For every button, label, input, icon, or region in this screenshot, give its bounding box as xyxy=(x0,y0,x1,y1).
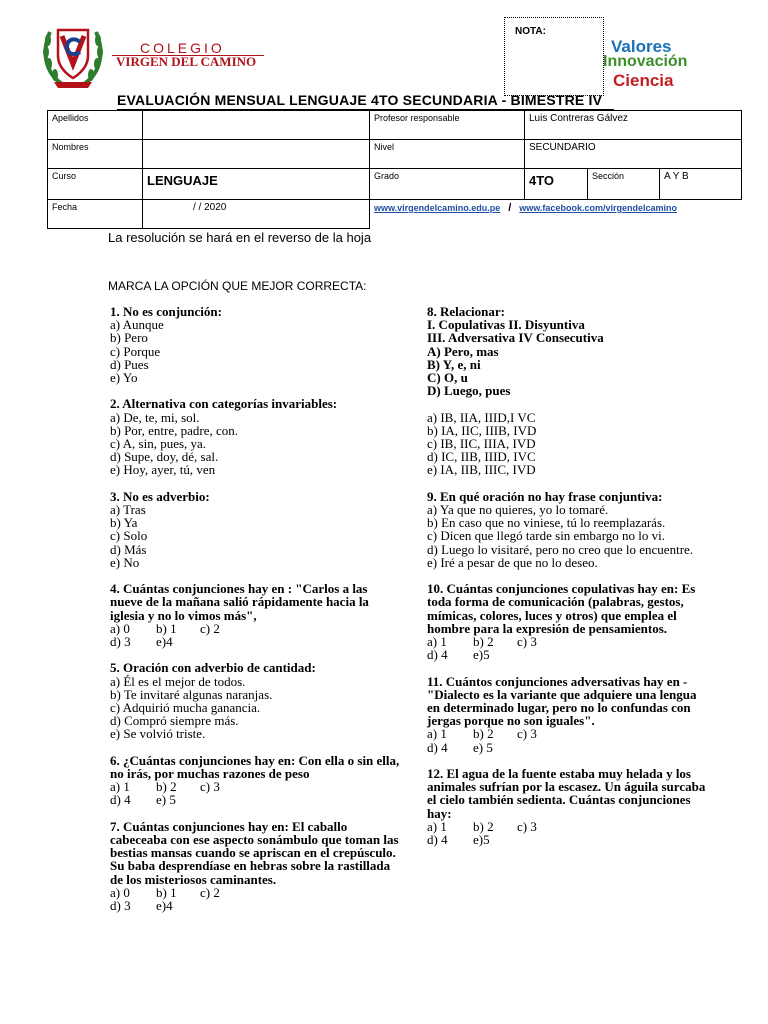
matching-line: I. Copulativas II. Disyuntiva xyxy=(427,317,585,333)
answer-option[interactable]: b) 1 xyxy=(156,884,177,900)
motto-innovation: Innovación xyxy=(603,53,688,70)
instruction-heading: MARCA LA OPCIÓN QUE MEJOR CORRECTA: xyxy=(108,279,367,293)
motto-values: Valores xyxy=(611,37,672,56)
grade-box[interactable] xyxy=(504,17,604,96)
answer-row xyxy=(427,635,712,648)
question-6 xyxy=(110,754,400,807)
question-stem: 9. En qué oración no hay frase conjuntiva: xyxy=(427,488,663,504)
answer-option[interactable]: b) 1 xyxy=(156,620,177,636)
fecha-label: Fecha xyxy=(48,200,143,229)
answer-row xyxy=(110,780,400,793)
answer-option[interactable]: a) De, te, mi, sol. xyxy=(110,409,200,425)
answer-option[interactable]: e)4 xyxy=(156,634,173,650)
school-name: VIRGEN DEL CAMINO xyxy=(116,54,257,69)
matching-line: A) Pero, mas xyxy=(427,343,499,359)
answer-option[interactable]: a) Aunque xyxy=(110,317,164,333)
answer-option[interactable]: b) Pero xyxy=(110,330,148,346)
answer-row xyxy=(427,648,712,661)
answer-option[interactable]: d) Pues xyxy=(110,356,149,372)
question-stem: 6. ¿Cuántas conjunciones hay en: Con ella o sin ella, no irás, por muchas razones de peso xyxy=(110,752,400,782)
answer-option[interactable]: a) 1 xyxy=(427,634,447,650)
answer-row xyxy=(427,741,712,754)
answer-option[interactable]: c) Solo xyxy=(110,528,148,544)
grade-label: NOTA: xyxy=(515,26,546,37)
answer-option[interactable]: c) A, sin, pues, ya. xyxy=(110,436,207,452)
question-stem: 8. Relacionar: xyxy=(427,304,505,319)
answer-option[interactable]: a) 1 xyxy=(110,779,130,795)
answer-option[interactable]: c) 3 xyxy=(517,818,537,834)
answer-option[interactable]: d) Supe, doy, dé, sal. xyxy=(110,449,219,465)
profesor-value: Luis Contreras Gálvez xyxy=(525,111,742,140)
question-stem: 2. Alternativa con categorías invariables: xyxy=(110,396,338,412)
facebook-link[interactable]: www.facebook.com/virgendelcamino xyxy=(519,203,677,213)
answer-option[interactable]: c) Adquirió mucha ganancia. xyxy=(110,700,261,716)
school-label: COLEGIO xyxy=(140,40,225,56)
answer-option[interactable]: c) 3 xyxy=(517,726,537,742)
question-stem: 7. Cuántas conjunciones hay en: El caballo cabeceaba con ese aspecto sonámbulo que toman las bestias mansas cuando se apriscan en el crepúsculo. Su baba desprendíase en hebras sobre la rastillada de los misteriosos caminantes. xyxy=(110,818,399,887)
question-2 xyxy=(110,397,400,476)
answer-option[interactable]: e) Se volvió triste. xyxy=(110,726,206,742)
answer-option[interactable]: c) IB, IIC, IIIA, IVD xyxy=(427,436,536,452)
curso-value: LENGUAJE xyxy=(143,169,370,200)
fecha-field[interactable]: / / 2020 xyxy=(143,200,370,229)
answer-option[interactable]: a) Él es el mejor de todos. xyxy=(110,673,246,689)
answer-option[interactable]: e)5 xyxy=(473,647,490,663)
school-crest-logo xyxy=(40,20,106,92)
answer-option[interactable]: b) Ya xyxy=(110,515,138,531)
answer-option[interactable]: d) Luego lo visitaré, pero no creo que lo encuentre. xyxy=(427,541,694,557)
answer-row xyxy=(110,622,400,635)
answer-option[interactable]: d) Más xyxy=(110,541,147,557)
seccion-value: A Y B xyxy=(660,169,742,200)
answer-option[interactable]: c) 2 xyxy=(200,620,220,636)
apellidos-field[interactable] xyxy=(143,111,370,140)
question-11 xyxy=(427,675,712,754)
answer-option[interactable]: d) IC, IIB, IIID, IVC xyxy=(427,449,536,465)
question-stem: 1. No es conjunción: xyxy=(110,304,222,319)
answer-option[interactable]: d) 4 xyxy=(110,792,131,808)
question-4 xyxy=(110,582,400,648)
apellidos-label: Apellidos xyxy=(48,111,143,140)
question-9 xyxy=(427,490,712,569)
answer-row xyxy=(427,833,712,846)
grado-label: Grado xyxy=(370,169,525,200)
answer-option[interactable]: c) 3 xyxy=(517,634,537,650)
matching-line: D) Luego, pues xyxy=(427,383,511,399)
grado-value: 4TO xyxy=(525,169,588,200)
question-8-options xyxy=(427,411,712,477)
question-10 xyxy=(427,582,712,661)
answer-option[interactable]: b) Te invitaré algunas naranjas. xyxy=(110,686,273,702)
seccion-label: Sección xyxy=(588,169,660,200)
answer-option[interactable]: e) Yo xyxy=(110,370,138,386)
answer-option[interactable]: b) 2 xyxy=(156,779,177,795)
answer-option[interactable]: b) 2 xyxy=(473,726,494,742)
question-8 xyxy=(427,305,712,397)
matching-line: B) Y, e, ni xyxy=(427,356,481,372)
answer-option[interactable]: e) Iré a pesar de que no lo deseo. xyxy=(427,554,598,570)
question-7 xyxy=(110,820,400,912)
answer-option[interactable]: e)5 xyxy=(473,832,490,848)
question-5 xyxy=(110,661,400,740)
answer-option[interactable]: a) 1 xyxy=(427,818,447,834)
answer-option[interactable]: c) Porque xyxy=(110,343,161,359)
question-12 xyxy=(427,767,712,846)
matching-line: III. Adversativa IV Consecutiva xyxy=(427,330,604,346)
answer-option[interactable]: d) 4 xyxy=(427,647,448,663)
question-stem: 12. El agua de la fuente estaba muy helada y los animales sufrían por la escasez. Un águila surcaba el cielo también sedienta. Cuántas conjunciones hay: xyxy=(427,766,706,821)
instruction-note: La resolución se hará en el reverso de la hoja xyxy=(108,230,372,245)
links-row xyxy=(370,200,742,229)
answer-option[interactable]: b) Por, entre, padre, con. xyxy=(110,422,238,438)
answer-option[interactable]: c) Dicen que llegó tarde sin embargo no lo vi. xyxy=(427,528,666,544)
left-question-column xyxy=(110,305,400,925)
answer-option[interactable]: a) 0 xyxy=(110,620,130,636)
answer-option[interactable]: e) Hoy, ayer, tú, ven xyxy=(110,462,216,478)
answer-option[interactable]: b) IA, IIC, IIIB, IVD xyxy=(427,422,537,438)
curso-label: Curso xyxy=(48,169,143,200)
answer-option[interactable]: a) IB, IIA, IIID,I VC xyxy=(427,409,536,425)
nivel-label: Nivel xyxy=(370,140,525,169)
nombres-field[interactable] xyxy=(143,140,370,169)
answer-option[interactable]: d) 3 xyxy=(110,898,131,914)
nivel-value: SECUNDARIO xyxy=(525,140,742,169)
question-stem: 4. Cuántas conjunciones hay en : "Carlos a las nueve de la mañana salió rápidamente hacia la iglesia y no lo vimos más", xyxy=(110,581,369,623)
answer-row xyxy=(110,635,400,648)
answer-option[interactable]: c) 3 xyxy=(200,779,220,795)
answer-row xyxy=(427,727,712,740)
question-1 xyxy=(110,305,400,384)
exam-title: EVALUACIÓN MENSUAL LENGUAJE 4TO SECUNDARIA - BIMESTRE IV xyxy=(117,92,603,108)
answer-option[interactable]: b) 2 xyxy=(473,634,494,650)
answer-row xyxy=(110,899,400,912)
nombres-label: Nombres xyxy=(48,140,143,169)
question-stem: 3. No es adverbio: xyxy=(110,488,210,504)
links-separator: / xyxy=(508,202,512,214)
answer-option[interactable]: d) 4 xyxy=(427,739,448,755)
answer-option[interactable]: c) 2 xyxy=(200,884,220,900)
answer-row xyxy=(110,793,400,806)
answer-option[interactable]: a) 0 xyxy=(110,884,130,900)
answer-option[interactable]: b) 2 xyxy=(473,818,494,834)
answer-option[interactable]: e) 5 xyxy=(473,739,493,755)
student-info-table xyxy=(47,110,742,229)
matching-line: C) O, u xyxy=(427,370,468,386)
profesor-label: Profesor responsable xyxy=(370,111,525,140)
answer-option[interactable]: d) Compró siempre más. xyxy=(110,713,239,729)
question-stem: 11. Cuántos conjunciones adversativas hay en -"Dialecto es la variante que adquiere una lengua en determinado lugar, pero no lo confundas con jergas porque no son iguales". xyxy=(427,673,697,729)
answer-option[interactable]: b) En caso que no viniese, tú lo reemplazarás. xyxy=(427,515,666,531)
right-question-column xyxy=(427,305,712,859)
answer-option[interactable]: d) 3 xyxy=(110,634,131,650)
answer-option[interactable]: a) Tras xyxy=(110,502,146,518)
answer-option[interactable]: a) Ya que no quieres, yo lo tomaré. xyxy=(427,502,609,518)
answer-option[interactable]: d) 4 xyxy=(427,832,448,848)
question-stem: 10. Cuántas conjunciones copulativas hay en: Es toda forma de comunicación (palabras, gestos, mímicas, colores, luces y otros) que emplea el hombre para la expresión de pensamientos. xyxy=(427,581,696,636)
website-link[interactable]: www.virgendelcamino.edu.pe xyxy=(374,203,501,213)
question-stem: 5. Oración con adverbio de cantidad: xyxy=(110,660,316,676)
question-3 xyxy=(110,490,400,569)
motto-science: Ciencia xyxy=(613,71,674,90)
answer-row xyxy=(110,886,400,899)
answer-option[interactable]: e) No xyxy=(110,554,140,570)
answer-option[interactable]: e) IA, IIB, IIIC, IVD xyxy=(427,462,536,478)
answer-row xyxy=(427,820,712,833)
answer-option[interactable]: e)4 xyxy=(156,898,173,914)
answer-option[interactable]: e) 5 xyxy=(156,792,176,808)
answer-option[interactable]: a) 1 xyxy=(427,726,447,742)
